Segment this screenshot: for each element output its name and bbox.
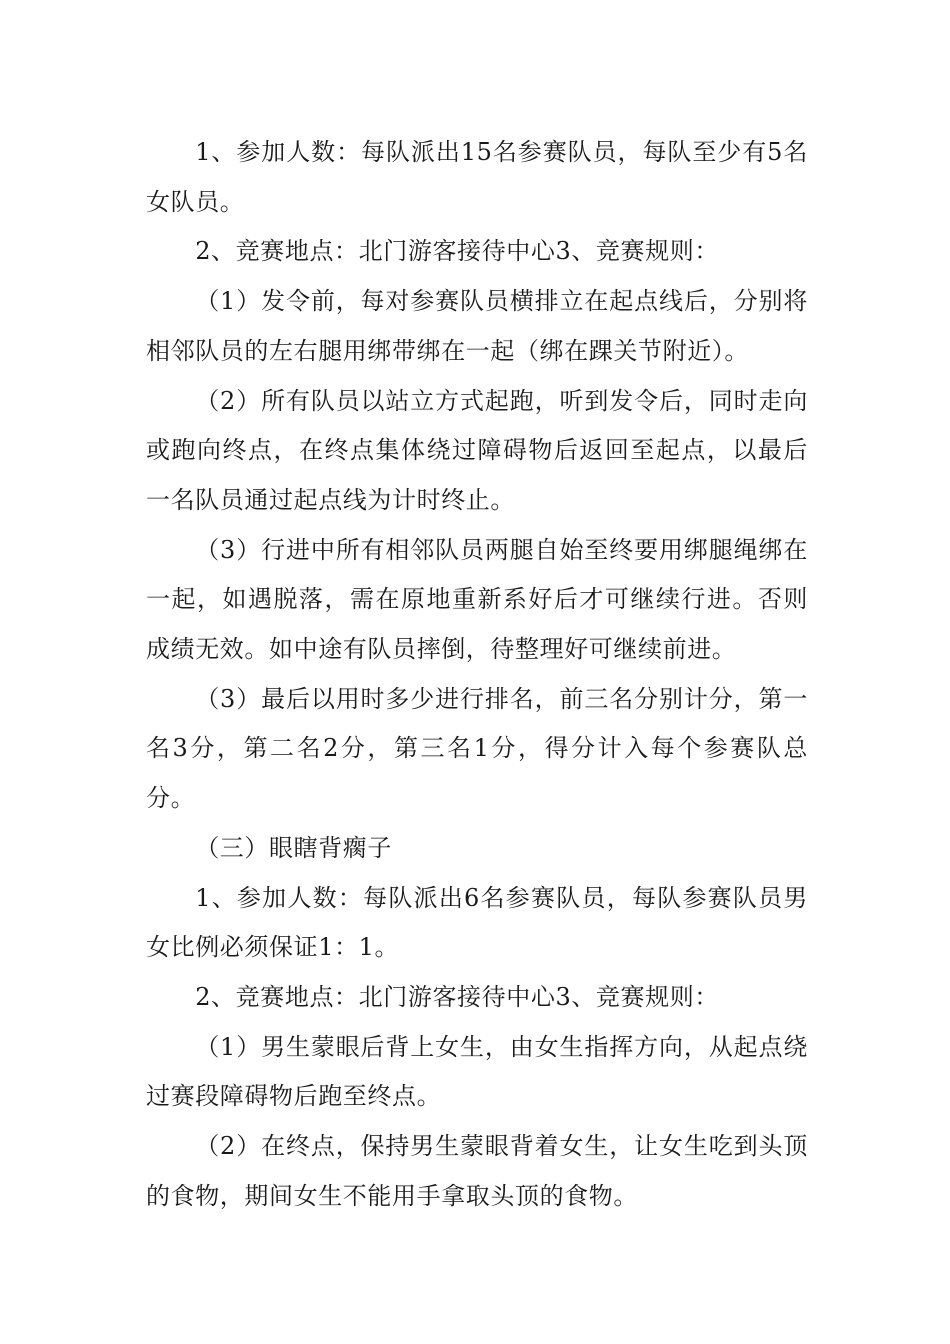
paragraph-rule-1-4: （3）最后以用时多少进行排名，前三名分别计分，第一名3分，第二名2分，第三名1分，得分计入每个参赛队总分。 — [146, 684, 808, 813]
paragraph-venue-1: 2、竞赛地点：北门游客接待中心3、竞赛规则： — [195, 237, 719, 266]
paragraph-rule-3-1: （1）男生蒙眼后背上女生，由女生指挥方向，从起点绕过赛段障碍物后跑至终点。 — [146, 1032, 808, 1111]
paragraph-venue-3: 2、竞赛地点：北门游客接待中心3、竞赛规则： — [195, 982, 719, 1011]
paragraph-participants-3: 1、参加人数：每队派出6名参赛队员，每队参赛队员男女比例必须保证1：1。 — [146, 883, 808, 962]
paragraph-rule-3-2: （2）在终点，保持男生蒙眼背着女生，让女生吃到头顶的食物，期间女生不能用手拿取头顶的食物。 — [146, 1132, 808, 1210]
document-body — [146, 128, 808, 1221]
paragraph-rule-1-2: （2）所有队员以站立方式起跑，听到发令后，同时走向或跑向终点，在终点集体绕过障碍物后返回至起点，以最后一名队员通过起点线为计时终止。 — [146, 386, 808, 514]
paragraph-rule-1-1: （1）发令前，每对参赛队员横排立在起点线后，分别将相邻队员的左右腿用绑带绑在一起（绑在踝关节附近）。 — [146, 287, 808, 365]
section-heading-3: （三）眼瞎背瘸子 — [195, 833, 392, 862]
paragraph-rule-1-3: （3）行进中所有相邻队员两腿自始至终要用绑腿绳绑在一起，如遇脱落，需在原地重新系好后才可继续行进。否则成绩无效。如中途有队员摔倒，待整理好可继续前进。 — [146, 535, 808, 664]
paragraph-participants-1: 1、参加人数：每队派出15名参赛队员，每队至少有5名女队员。 — [146, 138, 808, 216]
